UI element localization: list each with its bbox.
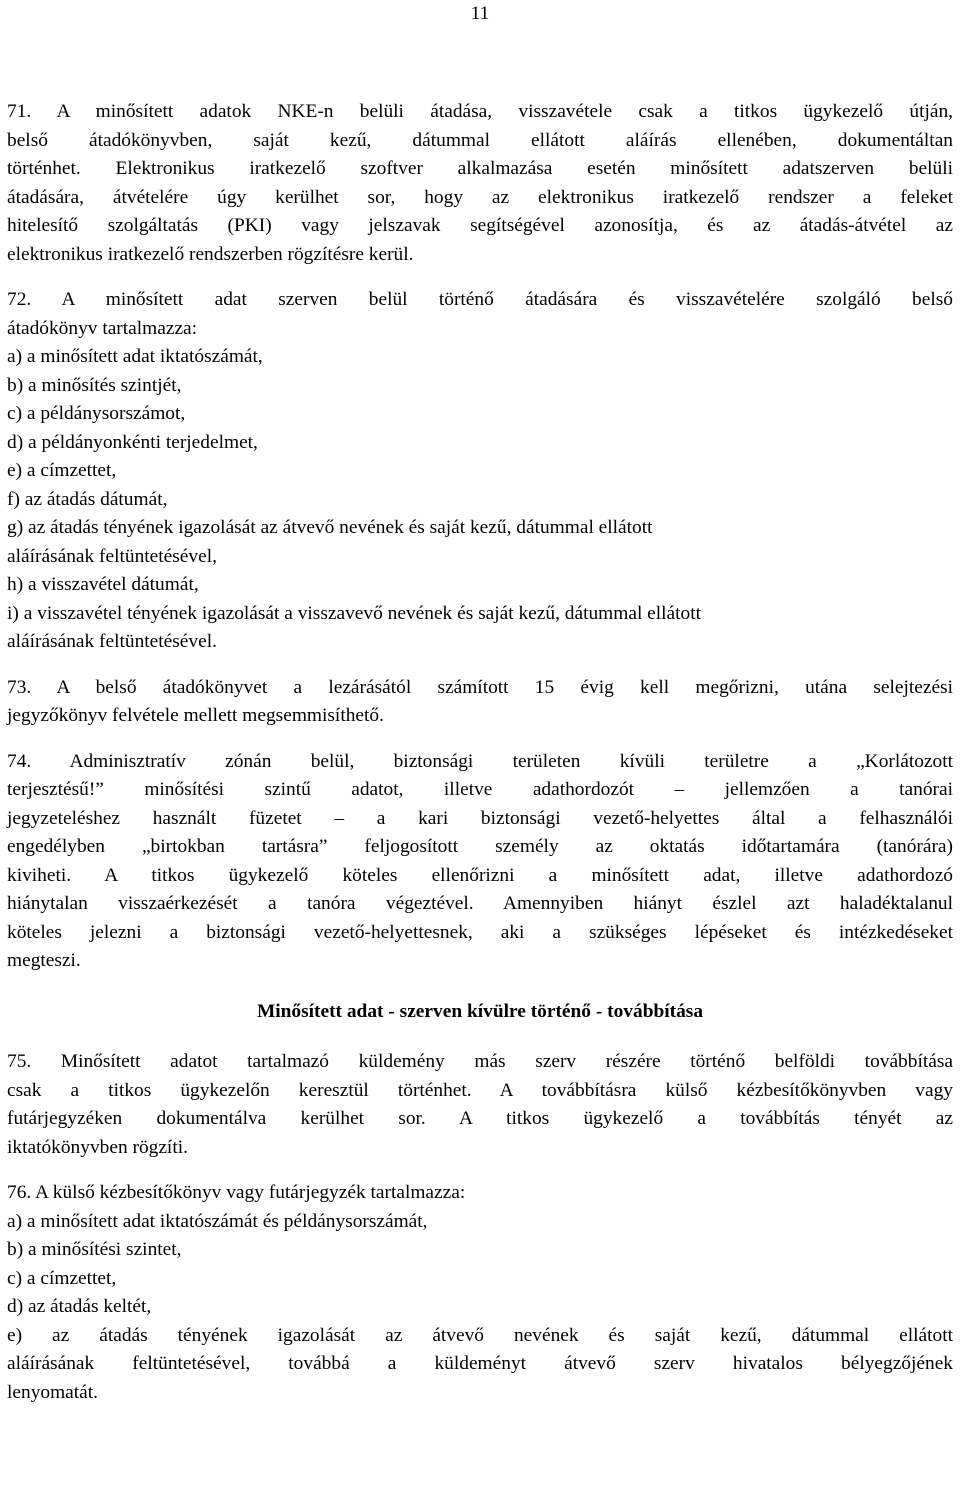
list-item: c) a példánysorszámot,	[7, 403, 186, 424]
list-item: d) az átadás keltét,	[7, 1296, 152, 1317]
paragraph-74	[7, 748, 953, 976]
page-number: 11	[470, 3, 490, 24]
text-line: elektronikus iratkezelő rendszerben rögzítésre kerül.	[7, 243, 414, 265]
text-line: kiviheti. A titkos ügykezelő köteles ellenőrizni a minősített adat, illetve adathordozó	[7, 864, 953, 886]
text-line: engedélyben „birtokban tartásra” feljogosított személy az oktatás időtartamára (tanórára)	[7, 836, 953, 857]
text-line: 74. Adminisztratív zónán belül, biztonsági területen kívüli területre a „Korlátozott	[7, 750, 953, 772]
list-item: h) a visszavétel dátumát,	[7, 574, 199, 595]
list-item: b) a minősítési szintet,	[7, 1239, 182, 1260]
text-line: 76. A külső kézbesítőkönyv vagy futárjegyzék tartalmazza:	[7, 1182, 466, 1203]
list-item: aláírásának feltüntetésével.	[7, 631, 217, 652]
list-item: f) az átadás dátumát,	[7, 488, 168, 510]
text-line: belső átadókönyvben, saját kezű, dátummal ellátott aláírás ellenében, dokumentáltan	[7, 129, 953, 151]
list-item: aláírásának feltüntetésével,	[7, 545, 217, 567]
list-item: a) a minősített adat iktatószámát,	[7, 346, 263, 367]
list-item: a) a minősített adat iktatószámát és példánysorszámát,	[7, 1210, 428, 1232]
list-item: aláírásának feltüntetésével, továbbá a küldeményt átvevő szerv hivatalos bélyegzőjének	[7, 1353, 953, 1374]
paragraph-75	[7, 1048, 953, 1162]
text-line: átadására, átvételére úgy kerülhet sor, hogy az elektronikus iratkezelő rendszer a feleket	[7, 186, 953, 208]
list-item: i) a visszavétel tényének igazolását a visszavevő nevének és saját kezű, dátummal ellátott	[7, 602, 702, 624]
list-item: c) a címzettet,	[7, 1267, 117, 1289]
text-line: futárjegyzéken dokumentálva kerülhet sor. A titkos ügykezelő a továbbítás tényét az	[7, 1108, 953, 1129]
text-line: iktatókönyvben rögzíti.	[7, 1136, 188, 1158]
list-item: lenyomatát.	[7, 1381, 98, 1403]
list-item: e) az átadás tényének igazolását az átvevő nevének és saját kezű, dátummal ellátott	[7, 1324, 953, 1346]
text-line: 71. A minősített adatok NKE-n belüli átadása, visszavétele csak a titkos ügykezelő útján,	[7, 101, 953, 122]
paragraph-73	[7, 674, 953, 731]
text-line: hiánytalan visszaérkezését a tanóra végeztével. Amennyiben hiányt észlel azt haladéktalanul	[7, 893, 953, 914]
list-item: g) az átadás tényének igazolását az átvevő nevének és saját kezű, dátummal ellátott	[7, 517, 653, 538]
text-line: történhet. Elektronikus iratkezelő szoftver alkalmazása esetén minősített adatszerven belüli	[7, 158, 953, 179]
text-line: megteszi.	[7, 950, 81, 971]
paragraph-72	[7, 286, 953, 657]
text-line: 73. A belső átadókönyvet a lezárásától számított 15 évig kell megőrizni, utána selejtezési	[7, 676, 953, 698]
text-line: 75. Minősített adatot tartalmazó küldemény más szerv részére történő belföldi továbbítása	[7, 1051, 953, 1072]
text-line: terjesztésű!” minősítési szintű adatot, illetve adathordozót – jellemzően a tanórai	[7, 779, 953, 800]
text-line: köteles jelezni a biztonsági vezető-helyettesnek, aki a szükséges lépéseket és intézkedéseket	[7, 921, 953, 943]
text-line: hitelesítő szolgáltatás (PKI) vagy jelszavak segítségével azonosítja, és az átadás-átvétel az	[7, 215, 953, 236]
list-item: b) a minősítés szintjét,	[7, 374, 182, 396]
list-item: e) a címzettet,	[7, 460, 117, 481]
text-line: átadókönyv tartalmazza:	[7, 317, 198, 339]
text-line: csak a titkos ügykezelőn keresztül történhet. A továbbításra külső kézbesítőkönyvben vagy	[7, 1079, 953, 1101]
section-heading: Minősített adat - szerven kívülre történő - továbbítása	[256, 1000, 704, 1022]
paragraph-71	[7, 98, 953, 269]
text-line: 72. A minősített adat szerven belül történő átadására és visszavételére szolgáló belső	[7, 289, 953, 310]
text-line: jegyzeteléshez használt füzetet – a kari biztonsági vezető-helyettes által a felhasználói	[7, 807, 953, 829]
document-body	[7, 98, 953, 1407]
text-line: jegyzőkönyv felvétele mellett megsemmisíthető.	[7, 705, 384, 726]
paragraph-76	[7, 1179, 953, 1407]
list-item: d) a példányonkénti terjedelmet,	[7, 431, 258, 453]
